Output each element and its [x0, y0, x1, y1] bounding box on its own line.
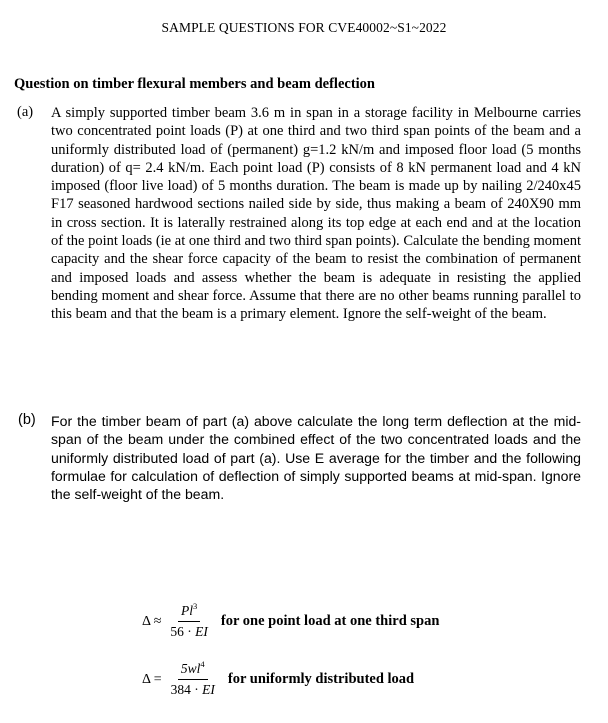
question-a-text: A simply supported timber beam 3.6 m in span in a storage facility in Melbourne carries two concentrated point loads (P) at one third and two third span points of the beam and a uniformly distributed load of (permanent) g=1.2 kN/m and imposed floor load (5 months duration) of q= 2.4 kN/m. Each point load (P) consists of 8 kN permanent load and 4 kN imposed (floor live load) of 5 months duration. The beam is made up by nailing 2/240x45 F17 seasoned hardwood sections nailed side by side, thus making a beam of 240X90 mm in cross section. It is laterally restrained along its top edge at each end and at the location of the point loads (ie at one third and two third span points). Calculate the bending moment capacity and the shear force capacity of the beam to resist the combination of permanent and imposed loads and assess whether the beam is adequate in resisting the applied bending moment and shear force. Assume that there are no other beams running parallel to this beam and that the beam is a primary element. Ignore the self-weight of the beam. — [51, 105, 581, 323]
formula-numerator: Pl$^3$ — [178, 603, 200, 622]
formula-symbol: Δ = — [142, 671, 162, 687]
question-b-label: (b) — [18, 412, 36, 428]
question-a-label: (a) — [17, 104, 34, 120]
formula-fraction — [167, 603, 211, 640]
formula-description: for uniformly distributed load — [227, 671, 415, 687]
question-b-text: For the timber beam of part (a) above calculate the long term deflection at the mid-span of the beam under the combined effect of the two concentrated loads and the uniformly distributed load of part (a). Use E average for the timber and the following formulae for calculation of deflection of simply supported beams at mid-span. Ignore the self-weight of the beam. — [51, 413, 581, 503]
formula-point-load — [142, 603, 439, 640]
page-header: SAMPLE QUESTIONS FOR CVE40002~S1~2022 — [161, 20, 447, 35]
formula-distributed-load — [142, 661, 414, 698]
formula-denominator: 56 · EI — [170, 624, 208, 639]
formula-fraction — [168, 661, 218, 698]
section-title: Question on timber flexural members and beam deflection — [14, 76, 375, 92]
formula-description: for one point load at one third span — [220, 613, 440, 629]
formula-numerator: $5wl^4$ — [178, 661, 208, 680]
formula-symbol: Δ ≈ — [142, 613, 162, 629]
formula-denominator: 384 · EI — [170, 682, 215, 697]
